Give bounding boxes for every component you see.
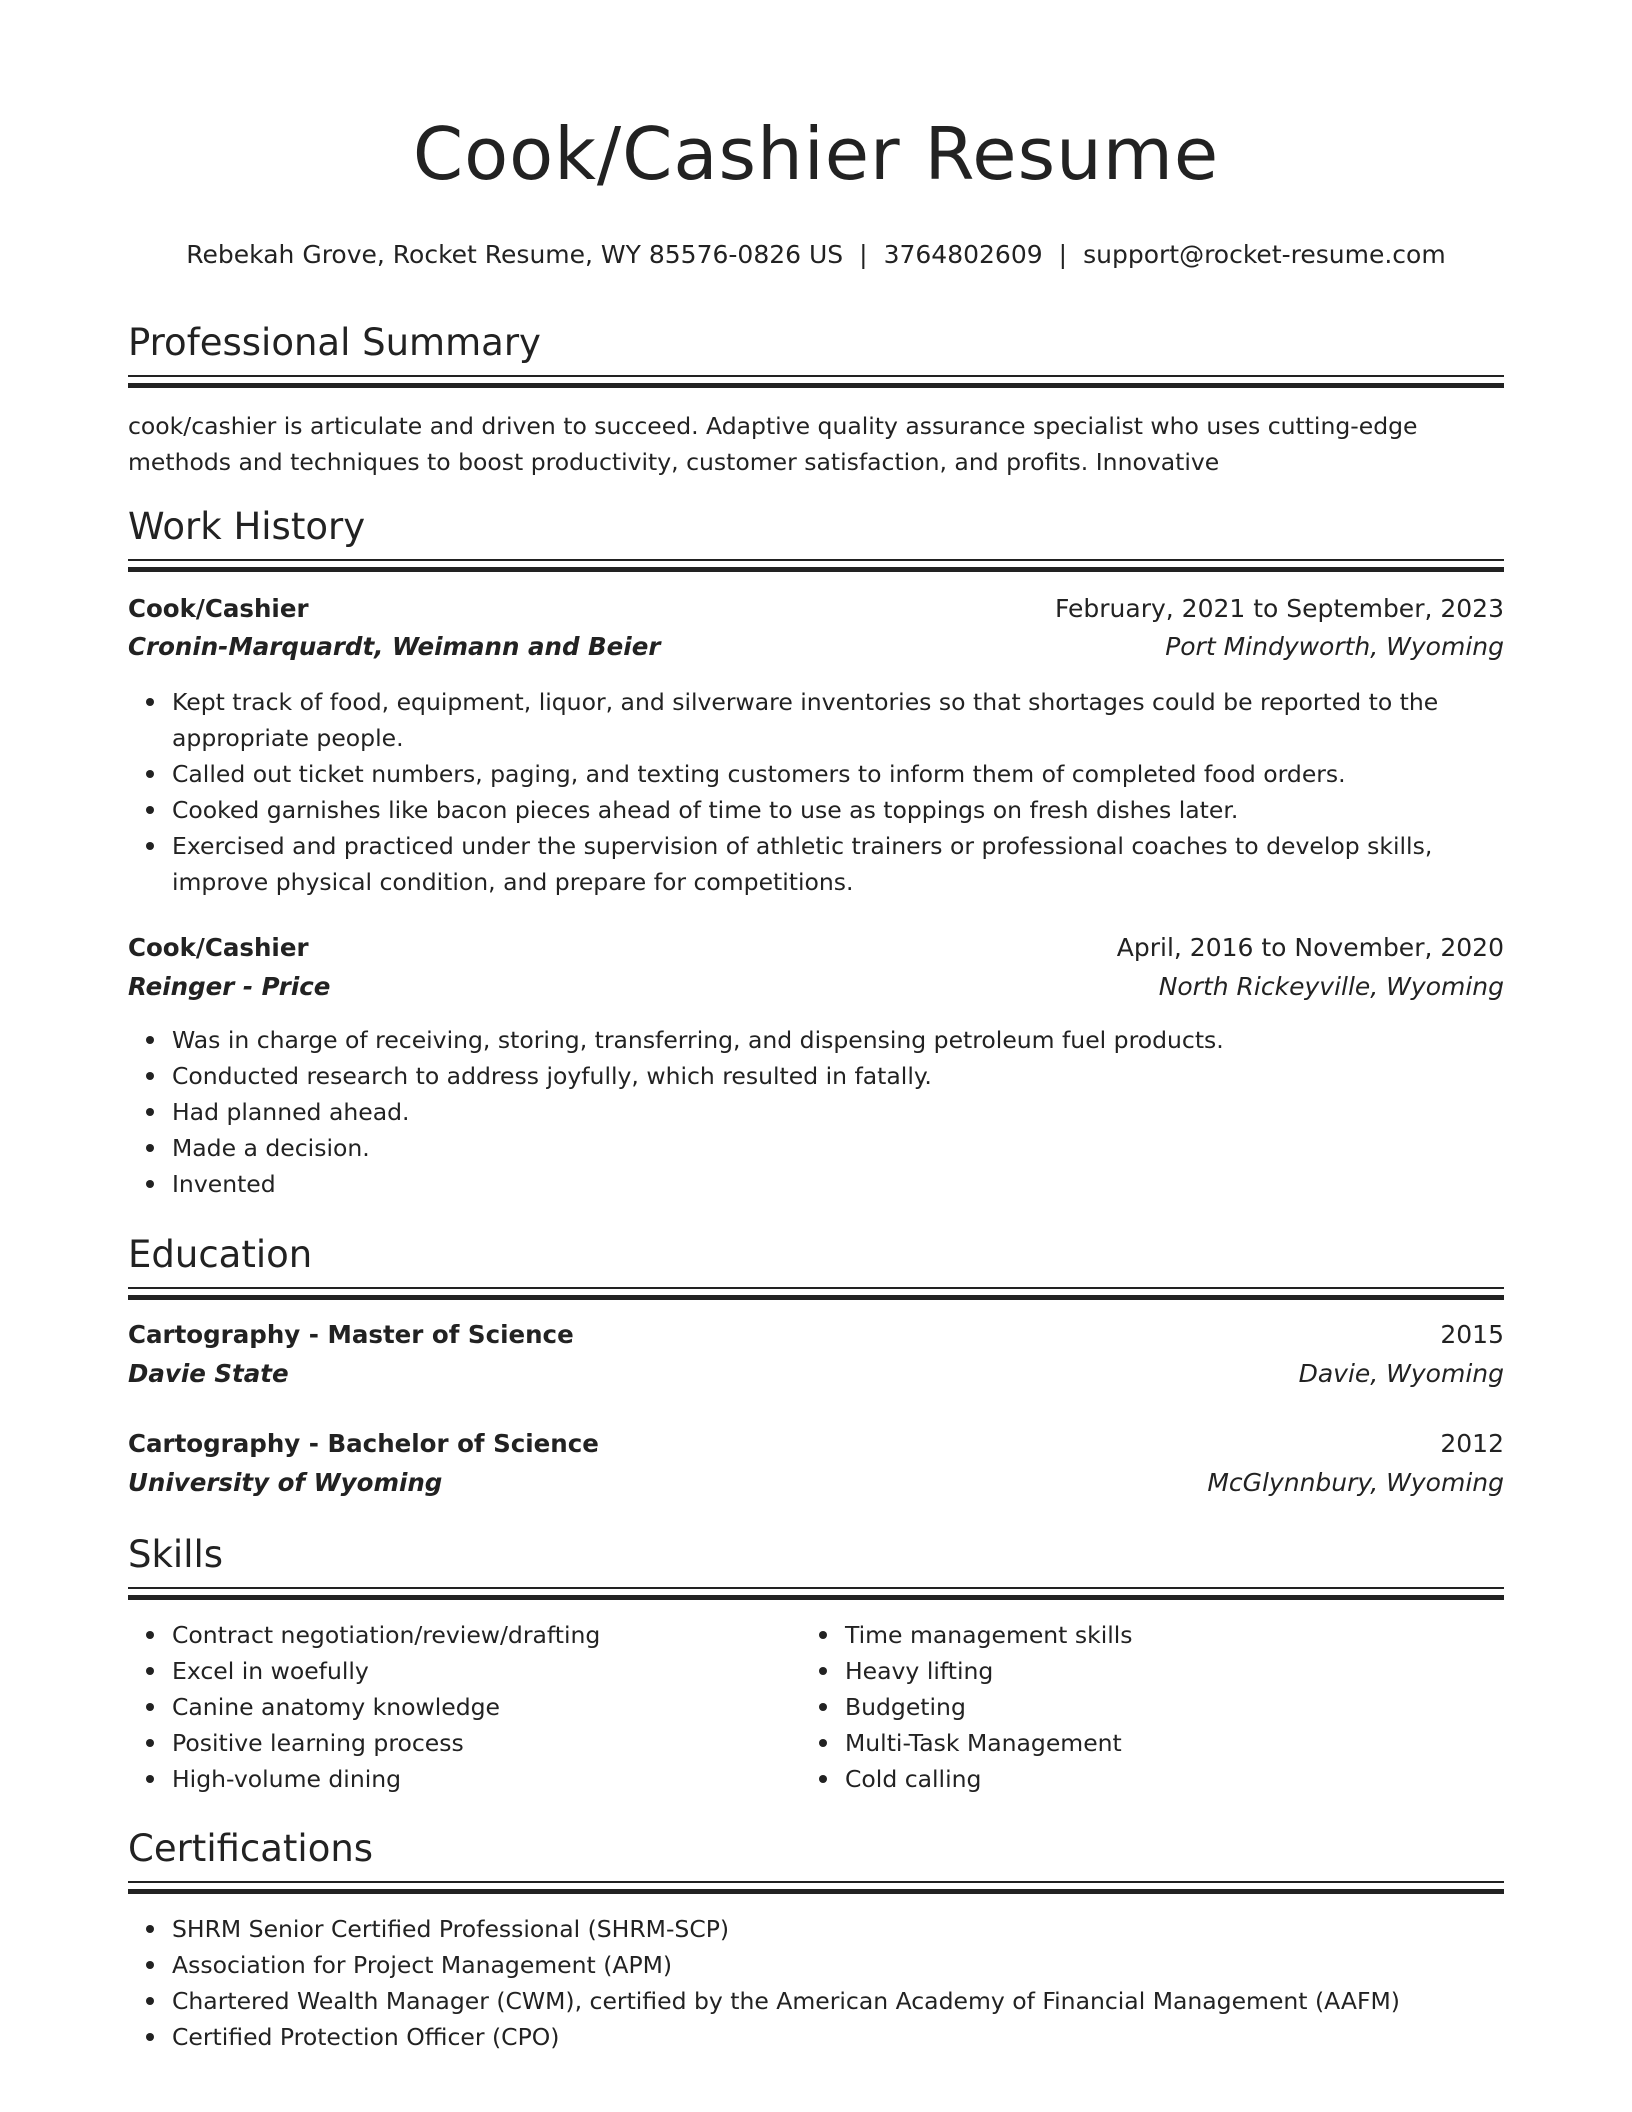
- list-item: Had planned ahead.: [172, 1094, 1504, 1130]
- list-item: Called out ticket numbers, paging, and texting customers to inform them of completed food orders.: [172, 756, 1504, 792]
- contact-separator: |: [859, 240, 868, 269]
- job-company-row: [128, 972, 1504, 1002]
- skills-list-left: [128, 1617, 804, 1797]
- job-company: Reinger - Price: [128, 972, 331, 1001]
- contact-phone: 3764802609: [883, 240, 1043, 269]
- education-location: McGlynnbury, Wyoming: [1207, 1468, 1504, 1497]
- education-location: Davie, Wyoming: [1298, 1359, 1504, 1388]
- list-item: High-volume dining: [172, 1761, 804, 1797]
- list-item: Contract negotiation/review/drafting: [172, 1617, 804, 1653]
- job-company: Cronin-Marquardt, Weimann and Beier: [128, 632, 661, 661]
- list-item: Chartered Wealth Manager (CWM), certified by the American Academy of Financial Management (AAFM): [172, 1983, 1504, 2019]
- section-divider: [128, 1287, 1504, 1300]
- contact-separator: |: [1058, 240, 1068, 269]
- education-school: University of Wyoming: [128, 1468, 443, 1497]
- contact-address: Rebekah Grove, Rocket Resume, WY 85576-0826 US: [186, 240, 844, 269]
- education-degree: Cartography - Bachelor of Science: [128, 1429, 599, 1458]
- education-header: [128, 1429, 1504, 1459]
- education-header: [128, 1320, 1504, 1350]
- section-heading-skills: Skills: [128, 1533, 224, 1576]
- section-heading-certifications: Certifications: [128, 1827, 374, 1870]
- list-item: Cooked garnishes like bacon pieces ahead of time to use as toppings on fresh dishes later.: [172, 792, 1504, 828]
- list-item: Multi-Task Management: [845, 1725, 1477, 1761]
- section-divider: [128, 1587, 1504, 1600]
- job-header: [128, 594, 1504, 624]
- list-item: Canine anatomy knowledge: [172, 1689, 804, 1725]
- resume-title: Cook/Cashier Resume: [412, 112, 1220, 196]
- job-bullet-list: [128, 1022, 1504, 1202]
- job-header: [128, 933, 1504, 963]
- education-school-row: [128, 1359, 1504, 1389]
- job-title: Cook/Cashier: [128, 933, 309, 962]
- list-item: Was in charge of receiving, storing, transferring, and dispensing petroleum fuel products.: [172, 1022, 1504, 1058]
- list-item: Heavy lifting: [845, 1653, 1477, 1689]
- education-school: Davie State: [128, 1359, 289, 1388]
- job-title: Cook/Cashier: [128, 594, 309, 623]
- list-item: SHRM Senior Certified Professional (SHRM-SCP): [172, 1911, 1504, 1947]
- job-location: North Rickeyville, Wyoming: [1158, 972, 1504, 1001]
- job-bullet-list: [128, 684, 1504, 900]
- section-divider: [128, 559, 1504, 572]
- education-year: 2015: [1440, 1320, 1504, 1349]
- section-divider: [128, 1881, 1504, 1894]
- contact-email[interactable]: support@rocket-resume.com: [1083, 240, 1446, 269]
- list-item: Conducted research to address joyfully, which resulted in fatally.: [172, 1058, 1504, 1094]
- certifications-list: [128, 1911, 1504, 2055]
- list-item: Positive learning process: [172, 1725, 804, 1761]
- education-year: 2012: [1440, 1429, 1504, 1458]
- list-item: Association for Project Management (APM): [172, 1947, 1504, 1983]
- job-dates: April, 2016 to November, 2020: [1116, 933, 1504, 962]
- job-company-row: [128, 632, 1504, 662]
- list-item: Certified Protection Officer (CPO): [172, 2019, 1504, 2055]
- list-item: Budgeting: [845, 1689, 1477, 1725]
- section-heading-summary: Professional Summary: [128, 321, 541, 364]
- contact-line: [0, 242, 1632, 267]
- list-item: Excel in woefully: [172, 1653, 804, 1689]
- job-location: Port Mindyworth, Wyoming: [1165, 632, 1504, 661]
- list-item: Exercised and practiced under the supervision of athletic trainers or professional coaches to develop skills, improve physical condition, and prepare for competitions.: [172, 828, 1504, 900]
- summary-text: cook/cashier is articulate and driven to succeed. Adaptive quality assurance specialist who uses cutting-edge methods and techniques to boost productivity, customer satisfaction, and profits. Innovative: [128, 412, 1418, 476]
- section-heading-work: Work History: [128, 505, 366, 548]
- list-item: Made a decision.: [172, 1130, 1504, 1166]
- skills-list-right: [801, 1617, 1477, 1797]
- education-school-row: [128, 1468, 1504, 1498]
- section-heading-education: Education: [128, 1233, 313, 1276]
- list-item: Invented: [172, 1166, 1504, 1202]
- list-item: Time management skills: [845, 1617, 1477, 1653]
- job-dates: February, 2021 to September, 2023: [1055, 594, 1504, 623]
- section-divider: [128, 375, 1504, 388]
- education-degree: Cartography - Master of Science: [128, 1320, 574, 1349]
- list-item: Kept track of food, equipment, liquor, and silverware inventories so that shortages could be reported to the appropriate people.: [172, 684, 1504, 756]
- list-item: Cold calling: [845, 1761, 1477, 1797]
